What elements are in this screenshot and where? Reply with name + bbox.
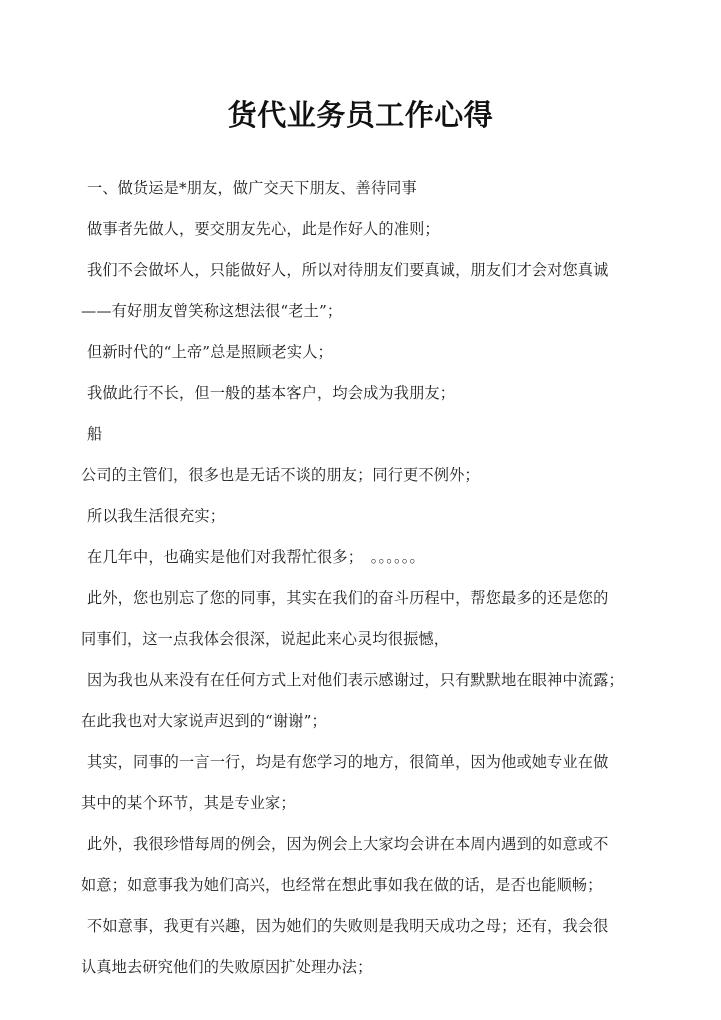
- text-line: 其实，同事的一言一行，均是有您学习的地方，很简单，因为他或她专业在做: [87, 753, 609, 771]
- text-line: 同事们，这一点我体会很深，说起此来心灵均很振憾，: [81, 630, 450, 648]
- text-line: 认真地去研究他们的失败原因扩处理办法；: [81, 958, 373, 976]
- text-line: 所以我生活很充实；: [87, 507, 226, 525]
- text-line: 但新时代的“上帝”总是照顾老实人；: [87, 343, 333, 361]
- text-line: 我们不会做坏人，只能做好人，所以对待朋友们要真诚，朋友们才会对您真诚: [87, 261, 609, 279]
- text-line: 公司的主管们，很多也是无话不谈的朋友；同行更不例外；: [81, 466, 480, 484]
- text-line: 不如意事，我更有兴趣，因为她们的失败则是我明天成功之母；还有，我会很: [87, 917, 609, 935]
- text-line: 如意；如意事我为她们高兴，也经常在想此事如我在做的话，是否也能顺畅；: [81, 876, 603, 894]
- text-line: 此外，我很珍惜每周的例会，因为例会上大家均会讲在本周内遇到的如意或不: [87, 835, 609, 853]
- text-line: 在此我也对大家说声迟到的“谢谢”；: [81, 712, 327, 730]
- text-line: 我做此行不长，但一般的基本客户，均会成为我朋友；: [87, 384, 456, 402]
- text-line: 其中的某个环节，其是专业家；: [81, 794, 296, 812]
- document-body: [81, 168, 643, 988]
- text-line: 在几年中，也确实是他们对我帮忙很多； 。。。。。。: [87, 548, 425, 566]
- text-line: 此外，您也别忘了您的同事，其实在我们的奋斗历程中，帮您最多的还是您的: [87, 589, 609, 607]
- text-line: 因为我也从来没有在任何方式上对他们表示感谢过，只有默默地在眼神中流露；: [87, 671, 624, 689]
- text-line: 一、做货运是*朋友，做广交天下朋友、善待同事: [87, 179, 417, 197]
- text-line: 做事者先做人，要交朋友先心，此是作好人的准则；: [87, 220, 440, 238]
- text-line: ——有好朋友曾笑称这想法很“老土”；: [81, 302, 343, 320]
- page-title: 货代业务员工作心得: [227, 98, 494, 133]
- text-line: 船: [87, 425, 103, 443]
